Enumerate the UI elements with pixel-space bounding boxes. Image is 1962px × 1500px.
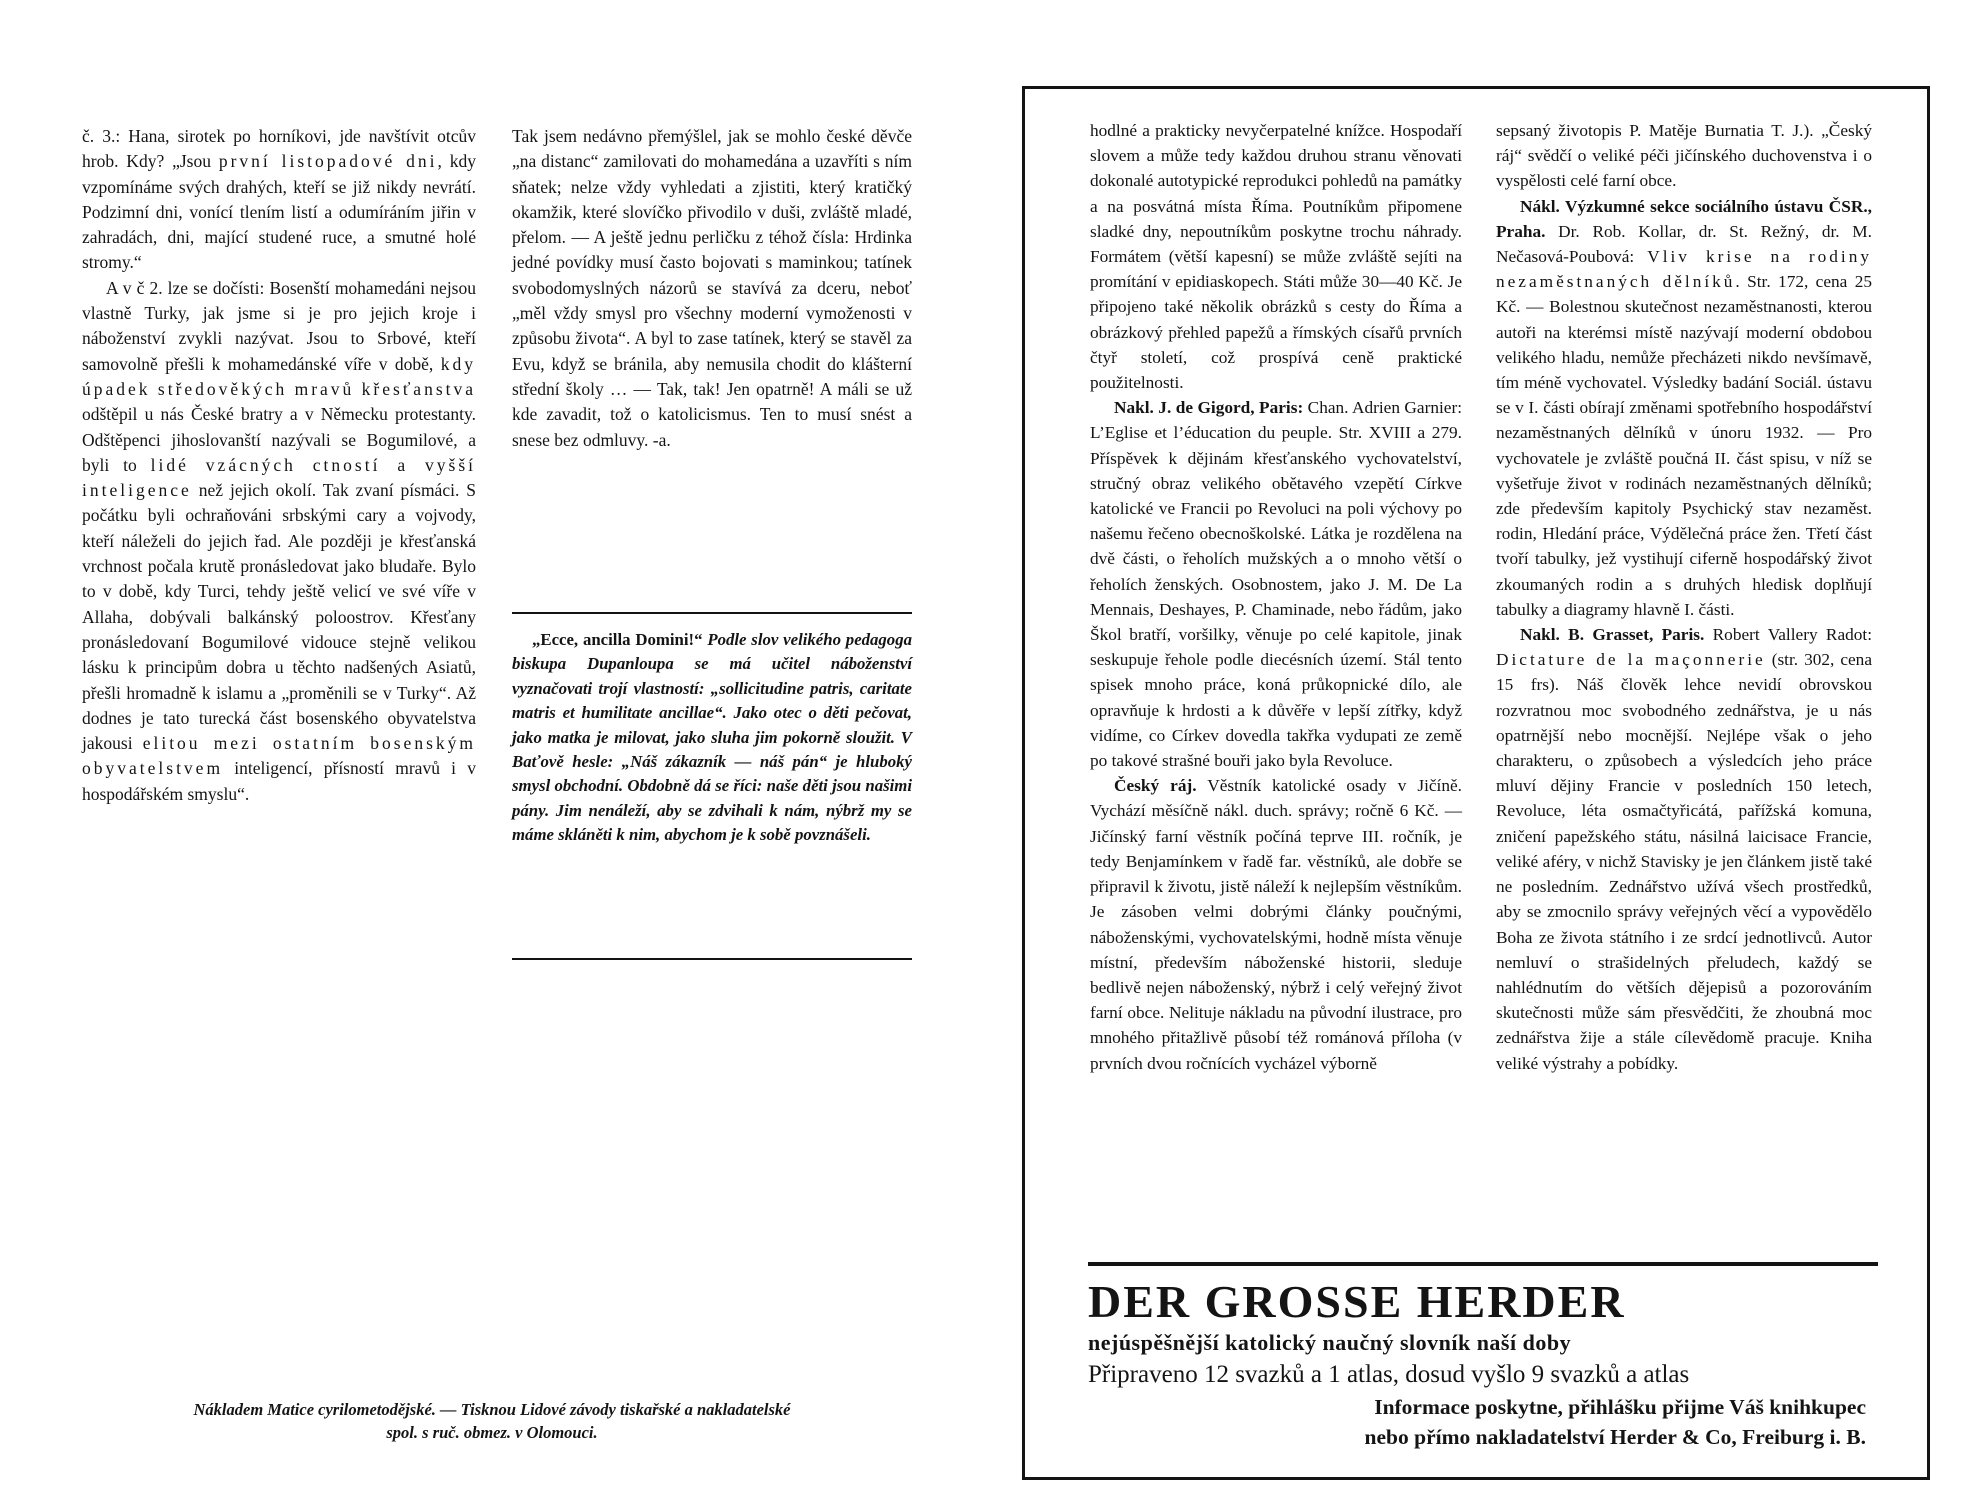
publisher-label: Nakl. J. de Gigord, Paris: (1114, 398, 1304, 418)
advert-title: DER GROSSE HERDER (1088, 1276, 1626, 1327)
advert-subtitle: nejúspěšnější katolický naučný slovník naší doby (1088, 1330, 1572, 1355)
article-column-3 (1090, 118, 1462, 1076)
spaced-emphasis: Dictature de la maçonnerie (1496, 650, 1766, 670)
paragraph: hodlné a prakticky nevyčerpatelné knížce. Hospodaří slovem a může tedy každou druhou stranu věnovati dokonalé autotypické reprodukci pohledů na památky a na posvátná místa Říma. Poutníkům připomene sladké dny, nepoutníkům poskytne trochu náhrady. Formátem (větší kapesní) se může zvláště sejíti na promítání v epidiaskopech. Státi může 30—40 Kč. Je připojeno také několik obrázků s cesty do Říma a obrázkový přehled papežů a římských císařů prvních čtyř století, což prospívá ceně praktické použitelnosti. (1090, 121, 1462, 393)
paragraph: A v č 2. lze se dočísti: Bosenští mohamedáni nejsou vlastně Turky, jak jsme si je pro jejich kroje i náboženství zvykli nazývat. Jsou to Srbové, kteří samovolně přešli k mohamedánské víře v době, kdy úpadek středověkých mravů křesťanstva odštěpil u nás České bratry a v Německu protestanty. Odštěpenci jihoslovanští nazývali se Bogumilové, a byli to lidé vzácných ctností a vyšší inteligence než jejich okolí. Tak zvaní písmáci. S počátku byli ochraňováni srbskými cary a vojvody, kteří náleželi do jejich řad. Ale později je křesťanská vrchnost počala krutě pronásledovat jako bludaře. Bylo to v době, kdy Turci, tehdy ještě velicí ve své víře v Allaha, dobývali balkánský poloostrov. Křesťany pronásledovaní Bogumilové vidouce stejně velikou lásku k principům dobra u těchto nadšených Asiatů, přešli hromadně k islamu a „proměnili se v Turky“. Až dodnes je tato turecká část bosenského obyvatelstva jakousi elitou mezi ostatním bosenským obyvatelstvem inteligencí, přísností mravů i v hospodářském smyslu“. (82, 277, 477, 804)
advert-volumes: Připraveno 12 svazků a 1 atlas, dosud vyšlo 9 svazků a atlas (1088, 1361, 1690, 1388)
spaced-emphasis: elitou mezi ostatním bosenským obyvatelstvem (82, 733, 477, 779)
divider-bottom (512, 958, 912, 960)
advert-info-1: Informace poskytne, přihlášku přijme Váš knihkupec (1374, 1395, 1866, 1419)
paragraph: Český ráj. Věstník katolické osady v Jičíně. Vychází měsíčně nákl. duch. správy; ročně 6 Kč. — Jičínský farní věstník počíná teprve III. ročník, je tedy Benjamínkem v řadě far. věstníků, ale dobře se připravil k životu, jistě náleží k nejlepším věstníkům. Je zásoben velmi dobrými články poučnými, náboženskými, vychovatelskými, hodně místa věnuje místní, především náboženské historii, sleduje bedlivě nejen náboženský, nýbrž i celý veřejný život farní obce. Nelituje nákladu na původní ilustrace, pro mnohého přitažlivě působí též románová příloha (v prvních dvou ročnících vycházel výborně (1090, 776, 1462, 1073)
imprint (72, 1398, 912, 1444)
spaced-emphasis: lidé vzácných ctností a vyšší inteligence (82, 454, 476, 501)
article-column-2 (512, 124, 912, 453)
article-column-4 (1496, 118, 1872, 1076)
imprint-line-2: spol. s ruč. obmez. v Olomouci. (386, 1423, 598, 1442)
advert-info-2: nebo přímo nakladatelství Herder & Co, Freiburg i. B. (1364, 1425, 1866, 1449)
paragraph: č. 3.: Hana, sirotek po horníkovi, jde navštívit otcův hrob. Kdy? „Jsou první listopadové dni, kdy vzpomínáme svých drahých, kteří se již nikdy nevrátí. Podzimní dni, vonící tlením listí a odumíráním jiřin v zahradách, dni, mající studené ruce, a smutné holé stromy.“ (82, 126, 477, 273)
publisher-label: Nákl. Výzkumné sekce sociálního ústavu ČSR., Praha. (1496, 196, 1872, 241)
spaced-emphasis: kdy úpadek středověkých mravů křesťanstva (82, 353, 477, 399)
quote-lead: „Ecce, ancilla Domini!“ (532, 630, 703, 649)
quote-body: Podle slov velikého pedagoga biskupa Dupanloupa se má učitel náboženství vyznačovati trojí vlastností: „sollicitudine patris, caritate matris et humilitate ancillae“. Jako otec o děti pečovat, jako matka je milovat, jako sluha jim pokorně sloužit. V Baťově hesle: „Náš zákazník — náš pán“ je hluboký smysl obchodní. Obdobně dá se říci: naše děti jsou našimi pány. Jim nenáleží, aby se zdvihali k nám, nýbrž my se máme skláněti k nim, abychom je k sobě povznášeli. (512, 630, 912, 845)
publisher-label: Český ráj. (1114, 776, 1197, 796)
divider-top (512, 612, 912, 614)
quote-box (512, 628, 912, 848)
paragraph: Tak jsem nedávno přemýšlel, jak se mohlo české děvče „na distanc“ zamilovati do mohamedána a uzavříti s ním sňatek; nelze vždy vyhledati a zjistiti, který kratičký okamžik, které slovíčko přivodilo v duši, zvláště mladé, přelom. — A ještě jednu perličku z téhož čísla: Hrdinka jedné povídky musí často bojovati s maminkou; tatínek svobodomyslných názorů se stavívá za dceru, neboť „měl vždy smysl pro všechny moderní vymoženosti v způsobu života“. A byl to zase tatínek, který se stavěl za Evu, když se bránila, aby nemusila chodit do klášterní střední školy … — Tak, tak! Jen opatrně! A máli se už kde zavadit, tož o katolicismus. Ten to musí snést a snese bez odmluvy. -a. (512, 126, 912, 450)
paragraph: Nákl. Výzkumné sekce sociálního ústavu ČSR., Praha. Dr. Rob. Kollar, dr. St. Režný, dr. M. Nečasová-Poubová: Vliv krise na rodiny nezaměstnaných dělníků. Str. 172, cena 25 Kč. — Bolestnou skutečnost nezaměstnanosti, kterou autoři na kterémsi místě nazývají moderní obdobou velikého hladu, nemůže přecházeti nikdo nevšímavě, tím méně vychovatel. Výsledky badání Sociál. ústavu se v I. části obírají změnami spotřebního hospodářství nezaměstnaných dělníků v únoru 1932. — Pro vychovatele je zvláště poučná II. část spisu, v níž se vyšetřuje život v rodinách nezaměstnaných dělníků; zde především kapitoly Psychický stav nezaměst. rodin, Hledání práce, Výdělečná práce žen. Třetí část tvoří tabulky, jež vystihují ciferně hospodářský život zkoumaných rodin a s druhých hledisk doplňují tabulky a diagramy hlavně I. části. (1496, 196, 1872, 619)
paragraph: Nakl. B. Grasset, Paris. Robert Vallery Radot: Dictature de la maçonnerie (str. 302, cena 15 frs). Náš člověk lehce nevidí obrovskou rozvratnou moc svobodného zednářstva, je u nás opatrnější nebo mocnější. Nejlépe však o jeho charakteru, o způsobech a výsledcích jeho práce mluví dějiny Francie v posledních 150 letech, Revoluce, léta osmačtyřicátá, pařížská komuna, zničení papežského státu, násilná laicisace Francie, veliké aféry, v nichž Stavisky je jen článkem jistě také ne posledním. Zednářstvo užívá všech prostředků, aby se zmocnilo správy veřejných věcí a vypovědělo Boha ze života státního i ze srdcí jednotlivců. Autor nemluví o strašidelných přeludech, každý se nahlédnutím do větších dějepisů a pozorováním skutečnosti může sám přesvědčiti, že zhoubná moc zednářstva žije a stále cílevědomě pracuje. Kniha veliké výstrahy a pobídky. (1496, 625, 1872, 1073)
article-column-1 (82, 124, 476, 807)
spaced-emphasis: Vliv krise na rodiny nezaměstnaných dělníků (1496, 247, 1872, 292)
spaced-emphasis: první listopadové dni (218, 151, 438, 172)
imprint-line-1: Nákladem Matice cyrilometodějské. — Tisknou Lidové závody tiskařské a nakladatelské (193, 1400, 791, 1419)
paragraph: Nakl. J. de Gigord, Paris: Chan. Adrien Garnier: L’Eglise et l’éducation du peuple. Str. XVIII a 279. Příspěvek k dějinám křesťanského vychovatelství, stručný obraz velikého obětavého vzepětí Církve katolické ve Francii po Revoluci na poli výchovy po našemu řečeno obecnoškolské. Látka je rozdělena na dvě části, o řeholích mužských a o mnoho větší o řeholích ženských. Osobnostem, jako J. M. De La Mennais, Deshayes, P. Chaminade, nebo řádům, jako Škol bratří, voršilky, věnuje po celé kapitole, jinak seskupuje řehole podle diecésních území. Stál tento spisek mnoho práce, koná průkopnické dílo, ale opravňuje k hrdosti a k důvěře v lepší zítřky, když vidíme, co Církev dovedla takřka vydupati ze země po takové strašné bouři jako byla Revoluce. (1090, 398, 1462, 771)
paragraph: sepsaný životopis P. Matěje Burnatia T. J.). „Český ráj“ svědčí o veliké péči jičínského duchovenstva i o vyspělosti celé farní obce. (1496, 121, 1872, 191)
herder-advert (1088, 1276, 1878, 1452)
publisher-label: Nakl. B. Grasset, Paris. (1520, 625, 1705, 645)
advert-divider (1088, 1262, 1878, 1266)
